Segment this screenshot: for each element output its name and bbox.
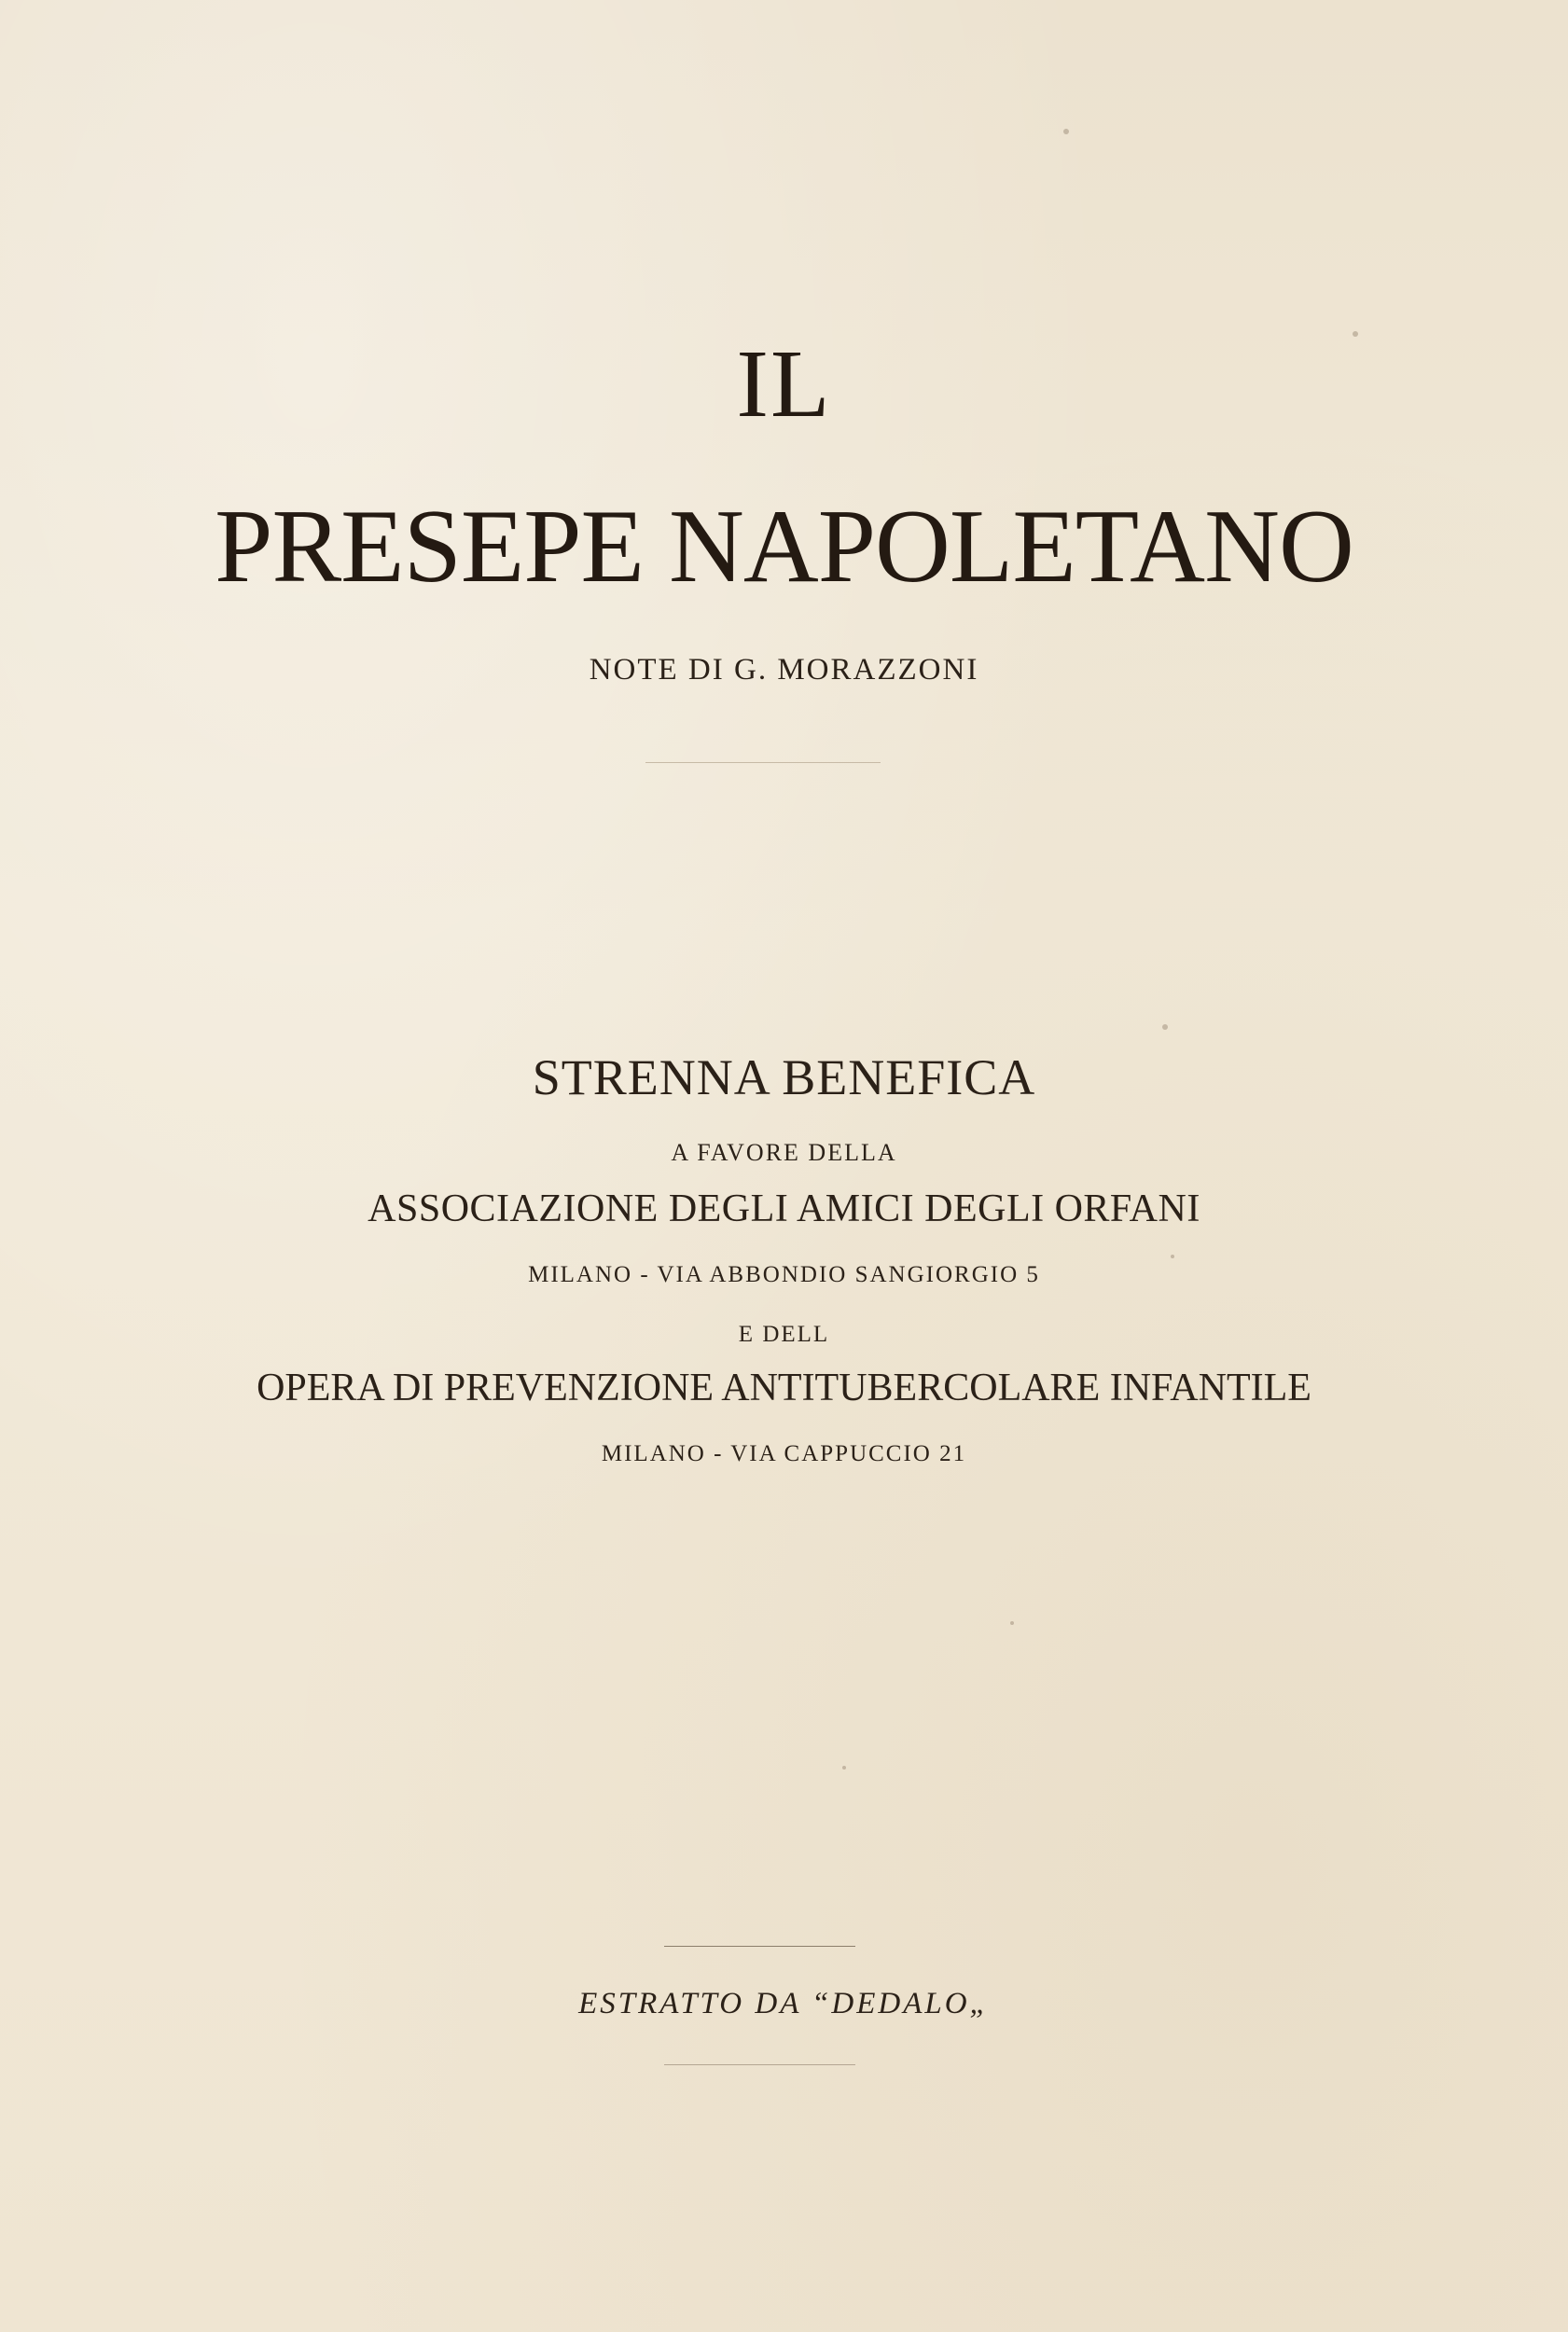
divider-rule-upper-footer <box>664 1946 855 1947</box>
author-credit: NOTE DI G. MORAZZONI <box>589 653 979 687</box>
title-line-1: IL <box>736 330 832 437</box>
organization-2-name: OPERA DI PREVENZIONE ANTITUBERCOLARE INFANTILE <box>257 1367 1311 1409</box>
paper-speck <box>1171 1255 1174 1258</box>
divider-rule-top <box>645 762 881 763</box>
dedication-heading: STRENNA BENEFICA <box>532 1049 1036 1105</box>
organization-1-address: MILANO - VIA ABBONDIO SANGIORGIO 5 <box>528 1262 1040 1287</box>
paper-speck <box>1063 129 1069 134</box>
divider-rule-lower-footer <box>664 2064 855 2065</box>
paper-speck <box>1010 1621 1014 1625</box>
page-title: PRESEPE NAPOLETANO <box>215 489 1353 604</box>
paper-speck <box>1353 331 1358 337</box>
organization-2-address: MILANO - VIA CAPPUCCIO 21 <box>601 1441 967 1466</box>
dedication-connector: E DELL <box>738 1322 830 1347</box>
paper-speck <box>1162 1024 1168 1030</box>
paper-speck <box>842 1766 846 1770</box>
dedication-favore: A FAVORE DELLA <box>671 1139 897 1166</box>
extract-note: ESTRATTO DA “DEDALO„ <box>578 1987 990 2020</box>
organization-1-name: ASSOCIAZIONE DEGLI AMICI DEGLI ORFANI <box>368 1187 1200 1230</box>
